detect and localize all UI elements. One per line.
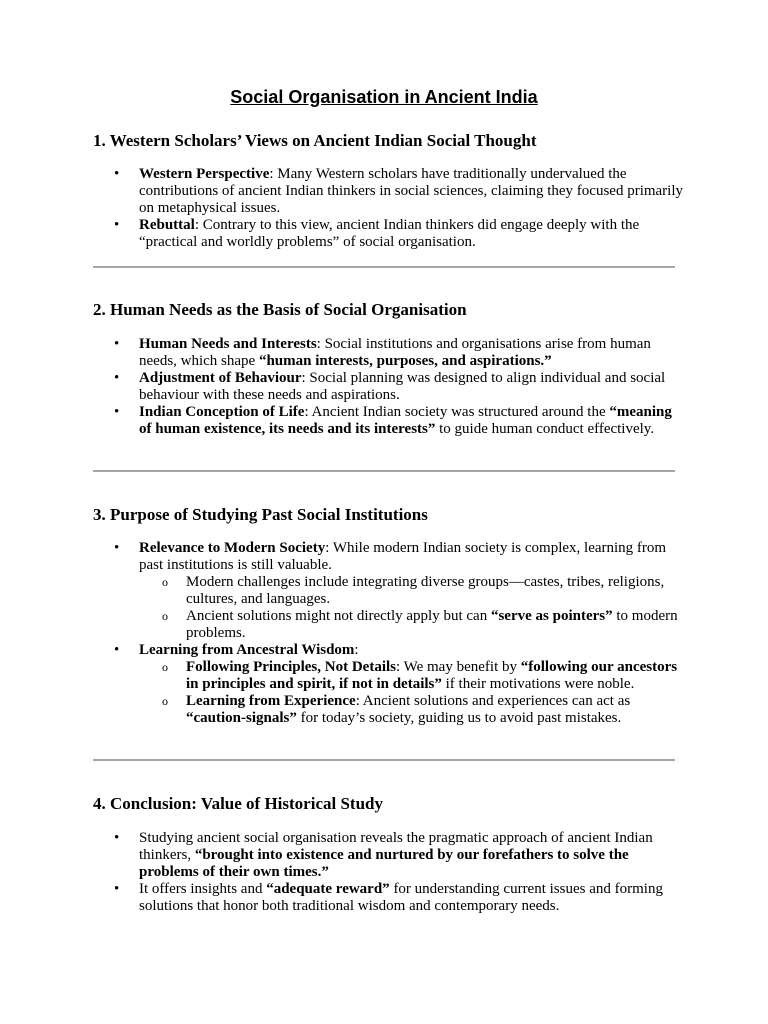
- bullet-quote: “human interests, purposes, and aspirations.”: [258, 353, 552, 369]
- sub-list-item: [139, 574, 683, 608]
- sub-list-item: [139, 693, 683, 727]
- section-1-heading: 1. Western Scholars’ Views on Ancient Indian Social Thought: [93, 131, 537, 150]
- sub-list: [139, 659, 683, 727]
- bullet-quote: “caution-signals”: [186, 710, 297, 726]
- list-item: [93, 404, 683, 438]
- bullet-text: for understanding current issues and forming solutions that honor both traditional wisdom and contemporary needs.: [139, 881, 663, 914]
- list-item: [93, 370, 683, 404]
- list-item: [93, 830, 683, 881]
- bullet-label: Rebuttal: [139, 217, 195, 233]
- bullet-label: Learning from Experience: [186, 693, 356, 709]
- bullet-label: Adjustment of Behaviour: [139, 370, 302, 386]
- sub-list-item: [139, 659, 683, 693]
- bullet-text: to guide human conduct effectively.: [435, 421, 655, 437]
- bullet-text: :: [354, 642, 359, 658]
- bullet-text: for today’s society, guiding us to avoid past mistakes.: [296, 710, 622, 726]
- bullet-text: to modern problems.: [186, 608, 678, 641]
- list-item: [93, 217, 683, 251]
- section-3-list: [93, 540, 683, 727]
- bullet-label: Relevance to Modern Society: [139, 540, 326, 556]
- bullet-text: : While modern Indian society is complex, learning from past institutions is still valuable.: [139, 540, 667, 573]
- bullet-quote: “meaning of human existence, its needs and its interests”: [139, 404, 672, 437]
- list-item: [93, 881, 683, 915]
- bullet-text: : Social institutions and organisations arise from human needs, which shape: [139, 336, 651, 369]
- document-title: Social Organisation in Ancient India: [230, 87, 538, 107]
- bullet-quote: “adequate reward”: [266, 881, 390, 897]
- bullet-label: Human Needs and Interests: [139, 336, 317, 352]
- section-divider: [93, 470, 675, 472]
- bullet-text: : Many Western scholars have traditionally undervalued the contributions of ancient Indian thinkers in social sciences, claiming they focused primarily on metaphysical issues.: [139, 166, 684, 216]
- section-divider: [93, 266, 675, 268]
- bullet-text: : Ancient solutions and experiences can act as: [355, 693, 631, 709]
- bullet-text: It offers insights and: [139, 881, 267, 897]
- list-item: [93, 642, 683, 727]
- bullet-quote: “following our ancestors in principles and spirit, if not in details”: [186, 659, 678, 692]
- section-4-list: [93, 830, 683, 915]
- bullet-label: Western Perspective: [139, 166, 270, 182]
- list-item: [93, 166, 683, 217]
- bullet-text: : Contrary to this view, ancient Indian thinkers did engage deeply with the “practical and worldly problems” of social organisation.: [139, 217, 640, 250]
- bullet-text: Modern challenges include integrating diverse groups—castes, tribes, religions, cultures, and languages.: [186, 574, 665, 607]
- bullet-text: : Social planning was designed to align individual and social behaviour with these needs and aspirations.: [139, 370, 666, 403]
- section-divider: [93, 759, 675, 761]
- bullet-label: Following Principles, Not Details: [186, 659, 396, 675]
- bullet-label: Indian Conception of Life: [139, 404, 305, 420]
- section-1-list: [93, 166, 683, 251]
- section-2-list: [93, 336, 683, 438]
- bullet-text: Ancient solutions might not directly apply but can: [186, 608, 491, 624]
- list-item: [93, 336, 683, 370]
- list-item: [93, 540, 683, 642]
- section-3-heading: 3. Purpose of Studying Past Social Institutions: [93, 505, 428, 524]
- bullet-text: if their motivations were noble.: [441, 676, 635, 692]
- bullet-quote: “brought into existence and nurtured by our forefathers to solve the problems of their own times.”: [139, 847, 629, 880]
- bullet-label: Learning from Ancestral Wisdom: [139, 642, 355, 658]
- bullet-text: : We may benefit by: [396, 659, 521, 675]
- bullet-text: : Ancient Indian society was structured around the: [304, 404, 610, 420]
- bullet-text: Studying ancient social organisation reveals the pragmatic approach of ancient Indian thinkers,: [139, 830, 653, 863]
- section-2-heading: 2. Human Needs as the Basis of Social Organisation: [93, 300, 467, 319]
- bullet-quote: “serve as pointers”: [490, 608, 613, 624]
- sub-list-item: [139, 608, 683, 642]
- sub-list: [139, 574, 683, 642]
- section-4-heading: 4. Conclusion: Value of Historical Study: [93, 794, 383, 813]
